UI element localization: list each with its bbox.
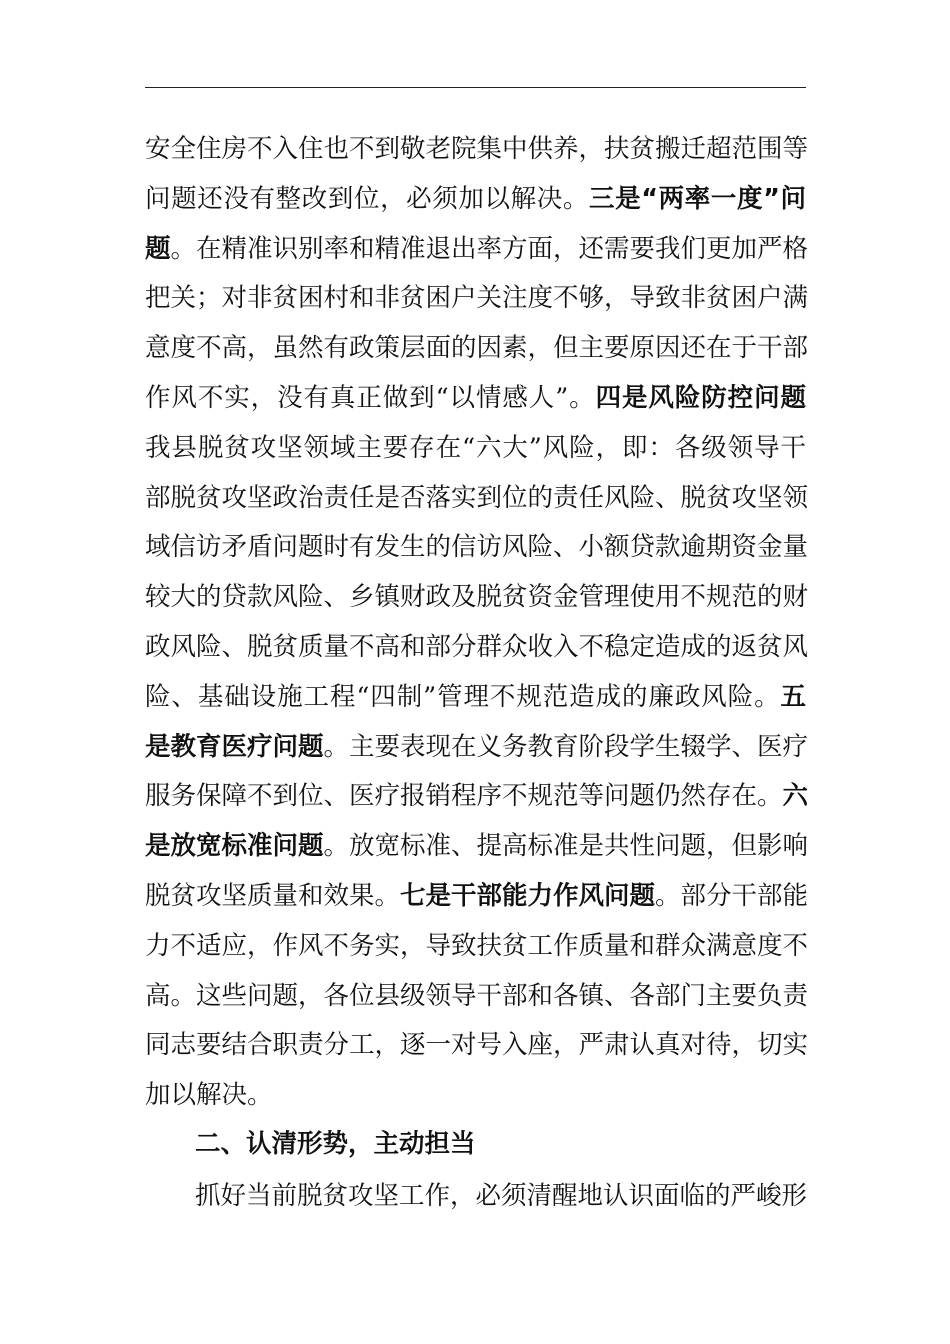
- text-line: [145, 324, 809, 374]
- text-segment: 意度不高，虽然有政策层面的因素，但主要原因还在于干部: [145, 333, 809, 364]
- text-line: [145, 673, 806, 723]
- bold-text: 三是“两率一度”问: [589, 183, 806, 214]
- text-segment: 安全住房不入住也不到敬老院集中供养，扶贫搬迁超范围等: [145, 134, 809, 164]
- text-line: [145, 175, 806, 225]
- text-segment: 加以解决。: [145, 1080, 273, 1111]
- text-segment: 险、基础设施工程“四制”管理不规范造成的廉政风险。: [145, 681, 781, 712]
- text-line: [145, 723, 809, 773]
- text-line: [145, 274, 809, 324]
- text-segment: 力不适应，作风不务实，导致扶贫工作质量和群众满意度不: [145, 930, 809, 961]
- text-line: [145, 374, 806, 424]
- text-line: [145, 922, 809, 972]
- text-line: [145, 1071, 806, 1121]
- text-segment: 。部分干部能: [655, 880, 809, 911]
- text-segment: 脱贫攻坚质量和效果。: [145, 880, 401, 911]
- text-segment: 高。这些问题，各位县级领导干部和各镇、各部门主要负责: [145, 980, 809, 1011]
- text-segment: 。在精准识别率和精准退出率方面，还需要我们更加严格: [170, 233, 809, 264]
- text-segment: 把关；对非贫困村和非贫困户关注度不够，导致非贫困户满: [145, 283, 809, 314]
- text-segment: 。放宽标准、提高标准是共性问题，但影响: [323, 831, 809, 862]
- header-rule: [145, 87, 806, 88]
- text-segment: 我县脱贫攻坚领域主要存在“六大”风险，即：各级领导干: [145, 432, 806, 463]
- text-line: [145, 623, 809, 673]
- text-line: [145, 225, 809, 275]
- bold-text: 七是干部能力作风问题: [400, 880, 656, 911]
- text-segment: 。主要表现在义务教育阶段学生辍学、医疗: [323, 731, 809, 762]
- bold-text: 是放宽标准问题: [145, 831, 324, 862]
- text-segment: 同志要结合职责分工，逐一对号入座，严肃认真对待，切实: [145, 1030, 809, 1061]
- text-line: [145, 872, 809, 922]
- bold-text: 是教育医疗问题: [145, 731, 324, 762]
- bold-text: 题: [145, 233, 171, 264]
- text-line: [145, 972, 809, 1022]
- text-line: [145, 474, 809, 524]
- bold-text: 六: [782, 781, 809, 812]
- text-line: [145, 1021, 809, 1071]
- text-segment: 域信访矛盾问题时有发生的信访风险、小额贷款逾期资金量: [145, 532, 809, 563]
- paragraph-line: 抓好当前脱贫攻坚工作，必须清醒地认识面临的严峻形: [195, 1181, 808, 1211]
- text-line: [145, 523, 809, 573]
- text-line: [145, 125, 809, 175]
- text-segment: 问题还没有整改到位，必须加以解决。: [145, 183, 590, 214]
- section-heading: 二、认清形势，主动担当: [195, 1129, 476, 1159]
- text-line: [145, 822, 809, 872]
- text-segment: 作风不实，没有真正做到“以情感人”。: [145, 382, 596, 413]
- text-line: [145, 424, 806, 474]
- bold-text: 四是风险防控问题: [595, 382, 806, 413]
- text-line: [145, 573, 809, 623]
- text-segment: 政风险、脱贫质量不高和部分群众收入不稳定造成的返贫风: [145, 631, 809, 662]
- text-segment: 服务保障不到位、医疗报销程序不规范等问题仍然存在。: [145, 781, 783, 812]
- text-segment: 较大的贷款风险、乡镇财政及脱贫资金管理使用不规范的财: [145, 582, 809, 613]
- text-segment: 部脱贫攻坚政治责任是否落实到位的责任风险、脱贫攻坚领: [145, 482, 809, 513]
- body-paragraph: [145, 125, 809, 1121]
- text-line: [145, 772, 809, 822]
- bold-text: 五: [780, 681, 806, 712]
